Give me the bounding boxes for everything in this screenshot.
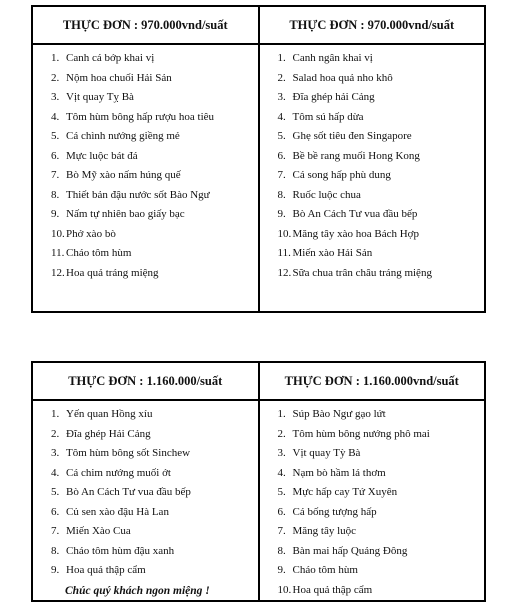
dish-item (260, 483, 485, 503)
dish-number: 1. (51, 52, 60, 64)
menu-header-cell (32, 6, 259, 44)
dish-name: Bò An Cách Tư vua đầu bếp (66, 486, 191, 498)
dish-item (260, 264, 485, 284)
dish-name: Tôm hùm bông hấp rượu hoa tiêu (66, 110, 215, 123)
dish-number: 3. (51, 447, 60, 459)
menu-header-cell (259, 6, 486, 44)
dish-item (33, 147, 258, 167)
dish-item (33, 405, 258, 425)
dish-item (260, 69, 485, 89)
dish-number: 1. (277, 408, 286, 420)
dish-name: Bò Mỹ xào nấm húng quế (66, 169, 181, 181)
dish-number: 4. (51, 466, 60, 479)
dish-number: 11. (277, 247, 291, 259)
dish-number: 9. (51, 208, 60, 220)
dish-item (33, 88, 258, 108)
dish-item (260, 127, 485, 147)
dish-number: 2. (277, 71, 286, 84)
dish-item (33, 225, 258, 245)
dish-number: 10. (277, 583, 292, 596)
dish-item (260, 425, 485, 445)
dish-name: Tôm hùm bông sốt Sinchew (66, 447, 191, 459)
dish-number: 2. (51, 427, 60, 440)
dish-name: Cá chim nướng muối ớt (66, 466, 171, 479)
dish-number: 7. (277, 525, 286, 537)
dish-number: 1. (277, 52, 286, 64)
menu-body-cell (259, 400, 486, 601)
dish-name: Yến quan Hồng xíu (66, 408, 153, 420)
dish-item (260, 205, 485, 225)
dish-list (33, 45, 258, 283)
dish-item (33, 522, 258, 542)
dish-item (260, 464, 485, 484)
dish-item (260, 186, 485, 206)
dish-name: Sữa chua trân châu tráng miệng (292, 266, 432, 279)
menu-header-cell (32, 362, 259, 400)
dish-number: 9. (277, 208, 286, 220)
dish-name: Miến xào Hải Sản (292, 247, 373, 259)
dish-name: Tôm hùm bông nướng phô mai (292, 427, 430, 440)
dish-item (260, 49, 485, 69)
dish-name: Hoa quả thập cẩm (66, 564, 146, 576)
dish-item (260, 147, 485, 167)
dish-item (33, 503, 258, 523)
dish-item (260, 88, 485, 108)
dish-name: Nộm hoa chuối Hải Sản (66, 71, 172, 84)
dish-number: 5. (277, 130, 286, 142)
dish-item (33, 264, 258, 284)
dish-name: Salad hoa quả nho khô (292, 71, 393, 84)
dish-number: 6. (277, 505, 286, 518)
dish-number: 3. (51, 91, 60, 103)
dish-name: Thiết bản đậu nước sốt Bào Ngư (66, 188, 210, 201)
closing-message: Chúc quý khách ngon miệng ! (65, 584, 210, 597)
dish-name: Ghẹ sốt tiêu đen Singapore (292, 130, 412, 142)
dish-name: Hoa quả tráng miệng (66, 266, 159, 279)
dish-number: 2. (51, 71, 60, 84)
dish-number: 5. (51, 130, 60, 142)
dish-name: Miến Xào Cua (66, 525, 131, 537)
dish-number: 4. (277, 466, 286, 479)
dish-name: Đĩa ghép hải Cảng (292, 91, 375, 103)
dish-number: 4. (277, 110, 286, 123)
dish-list (33, 401, 258, 581)
dish-name: Cháo tôm hùm (66, 247, 132, 259)
dish-item (33, 444, 258, 464)
dish-name: Mực hấp cay Tứ Xuyên (292, 486, 398, 498)
dish-name: Đĩa ghép Hải Cảng (66, 427, 151, 440)
dish-name: Nạm bò hầm lá thơm (292, 466, 386, 479)
dish-number: 5. (277, 486, 286, 498)
dish-item (260, 503, 485, 523)
dish-item (33, 127, 258, 147)
dish-number: 9. (51, 564, 60, 576)
dish-name: Cháo tôm hùm (292, 564, 358, 576)
dish-number: 7. (51, 525, 60, 537)
dish-name: Ruốc luộc chua (292, 188, 361, 201)
dish-name: Nấm tự nhiên bao giấy bạc (66, 208, 185, 220)
dish-list (260, 45, 485, 283)
dish-number: 8. (277, 188, 286, 201)
dish-item (260, 225, 485, 245)
dish-number: 3. (277, 91, 286, 103)
dish-number: 12. (51, 266, 65, 279)
dish-name: Canh ngân khai vị (292, 52, 373, 64)
dish-name: Củ sen xào đậu Hà Lan (66, 505, 169, 518)
dish-number: 10. (277, 227, 292, 240)
dish-name: Cháo tôm hùm đậu xanh (66, 544, 175, 557)
dish-name: Phở xào bò (66, 227, 116, 240)
dish-item (260, 561, 485, 581)
dish-item (33, 49, 258, 69)
menu-title: THỰC ĐƠN : 970.000vnd/suất (289, 18, 455, 32)
dish-name: Bề bề rang muối Hong Kong (292, 149, 420, 162)
dish-number: 10. (51, 227, 65, 240)
dish-name: Vịt quay Tỳ Bà (292, 447, 361, 459)
dish-item (260, 405, 485, 425)
dish-name: Măng tây xào hoa Bách Hợp (292, 227, 419, 240)
dish-number: 12. (277, 266, 292, 279)
dish-number: 8. (277, 544, 286, 557)
dish-name: Cá bống tượng hấp (292, 505, 377, 518)
dish-number: 2. (277, 427, 286, 440)
dish-item (260, 581, 485, 601)
dish-item (33, 244, 258, 264)
dish-item (33, 108, 258, 128)
dish-name: Canh cá bớp khai vị (66, 52, 155, 64)
dish-number: 6. (277, 149, 286, 162)
dish-number: 6. (51, 149, 60, 162)
menu-title: THỰC ĐƠN : 970.000vnd/suất (62, 18, 228, 32)
dish-name: Bò An Cách Tư vua đầu bếp (292, 208, 418, 220)
dish-item (33, 483, 258, 503)
dish-name: Tôm sú hấp dừa (292, 110, 364, 123)
dish-list (260, 401, 485, 600)
dish-name: Bàn mai hấp Quảng Đông (292, 544, 408, 557)
dish-name: Súp Bào Ngư gạo lứt (292, 408, 386, 420)
dish-number: 3. (277, 447, 286, 459)
dish-name: Măng tây luộc (292, 525, 357, 537)
menu-header-cell (259, 362, 486, 400)
dish-number: 8. (51, 188, 60, 201)
dish-item (260, 444, 485, 464)
menu-title: THỰC ĐƠN : 1.160.000/suất (68, 374, 223, 388)
dish-item (260, 244, 485, 264)
dish-item (33, 464, 258, 484)
dish-number: 6. (51, 505, 60, 518)
menu-body-cell (32, 400, 259, 601)
menu-table-top (31, 5, 486, 313)
dish-number: 1. (51, 408, 60, 420)
dish-item (33, 561, 258, 581)
menu-title: THỰC ĐƠN : 1.160.000vnd/suất (284, 374, 459, 388)
dish-item (33, 425, 258, 445)
dish-item (33, 186, 258, 206)
dish-item (260, 108, 485, 128)
dish-number: 5. (51, 486, 60, 498)
menu-table-bottom (31, 361, 486, 602)
dish-item (33, 542, 258, 562)
dish-name: Cá chình nướng giềng mẻ (66, 130, 180, 142)
menu-body-cell (259, 44, 486, 312)
dish-name: Vịt quay Tỵ Bà (66, 91, 134, 103)
dish-number: 4. (51, 110, 60, 123)
dish-item (260, 542, 485, 562)
dish-number: 7. (277, 169, 286, 181)
dish-number: 7. (51, 169, 60, 181)
dish-number: 11. (51, 247, 65, 259)
dish-item (33, 69, 258, 89)
dish-item (260, 522, 485, 542)
dish-name: Hoa quả thập cẩm (292, 583, 373, 596)
dish-number: 8. (51, 544, 60, 557)
dish-item (33, 166, 258, 186)
dish-item (33, 205, 258, 225)
dish-item (260, 166, 485, 186)
dish-number: 9. (277, 564, 286, 576)
menu-body-cell (32, 44, 259, 312)
dish-name: Mực luộc bát đá (66, 149, 138, 162)
dish-name: Cá song hấp phù dung (292, 169, 391, 181)
